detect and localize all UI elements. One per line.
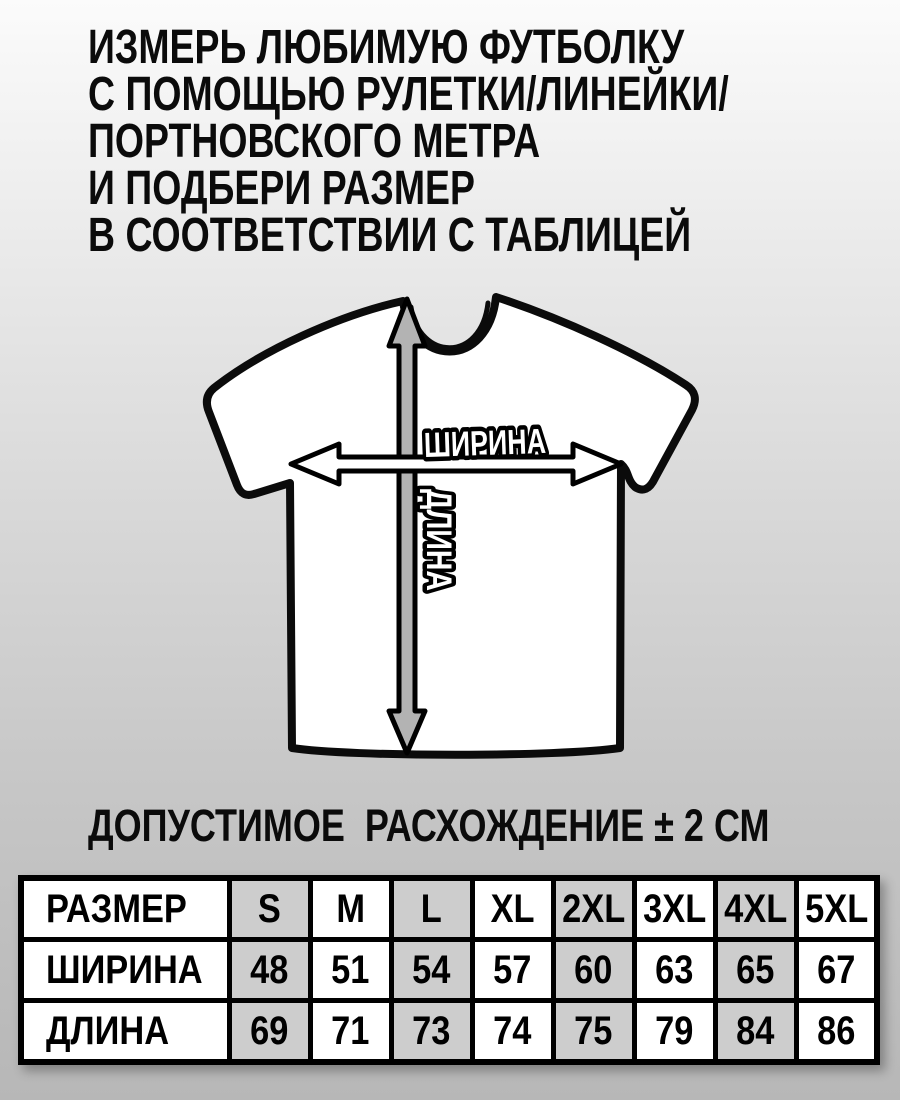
size-table-header-row <box>21 878 877 940</box>
width-row <box>21 940 877 1001</box>
length-value: 73 <box>391 1001 472 1063</box>
size-column-header: XL <box>472 878 553 940</box>
intro-line-text: И ПОДБЕРИ РАЗМЕР <box>88 162 476 215</box>
width-value: 51 <box>310 940 391 1001</box>
width-arrow-label: ШИРИНА <box>423 420 584 466</box>
length-row <box>21 1001 877 1063</box>
length-arrow-label: ДЛИНА <box>419 489 458 615</box>
size-table-corner-header: РАЗМЕР <box>21 878 229 940</box>
size-column-header: M <box>310 878 391 940</box>
width-value: 60 <box>553 940 634 1001</box>
width-value: 65 <box>715 940 796 1001</box>
length-value: 74 <box>472 1001 553 1063</box>
row-label: ШИРИНА <box>21 940 229 1001</box>
size-column-header: S <box>229 878 310 940</box>
length-value: 71 <box>310 1001 391 1063</box>
length-value: 86 <box>796 1001 877 1063</box>
intro-line-text: С ПОМОЩЬЮ РУЛЕТКИ/ЛИНЕЙКИ/ <box>88 68 729 121</box>
size-column-header: 4XL <box>715 878 796 940</box>
size-column-header: 2XL <box>553 878 634 940</box>
intro-line-text: В СООТВЕТСТВИИ С ТАБЛИЦЕЙ <box>88 209 692 262</box>
width-value: 48 <box>229 940 310 1001</box>
size-table <box>18 875 880 1065</box>
length-value: 84 <box>715 1001 796 1063</box>
length-value: 69 <box>229 1001 310 1063</box>
width-value: 57 <box>472 940 553 1001</box>
size-column-header: L <box>391 878 472 940</box>
width-value: 67 <box>796 940 877 1001</box>
row-label: ДЛИНА <box>21 1001 229 1063</box>
length-value: 79 <box>634 1001 715 1063</box>
size-column-header: 3XL <box>634 878 715 940</box>
width-value: 54 <box>391 940 472 1001</box>
intro-line-text: ИЗМЕРЬ ЛЮБИМУЮ ФУТБОЛКУ <box>88 21 685 74</box>
tolerance-note: ДОПУСТИМОЕ РАСХОЖДЕНИЕ ± 2 СМ <box>88 800 770 851</box>
length-value: 75 <box>553 1001 634 1063</box>
width-value: 63 <box>634 940 715 1001</box>
size-column-header: 5XL <box>796 878 877 940</box>
intro-line-text: ПОРТНОВСКОГО МЕТРА <box>88 115 541 168</box>
